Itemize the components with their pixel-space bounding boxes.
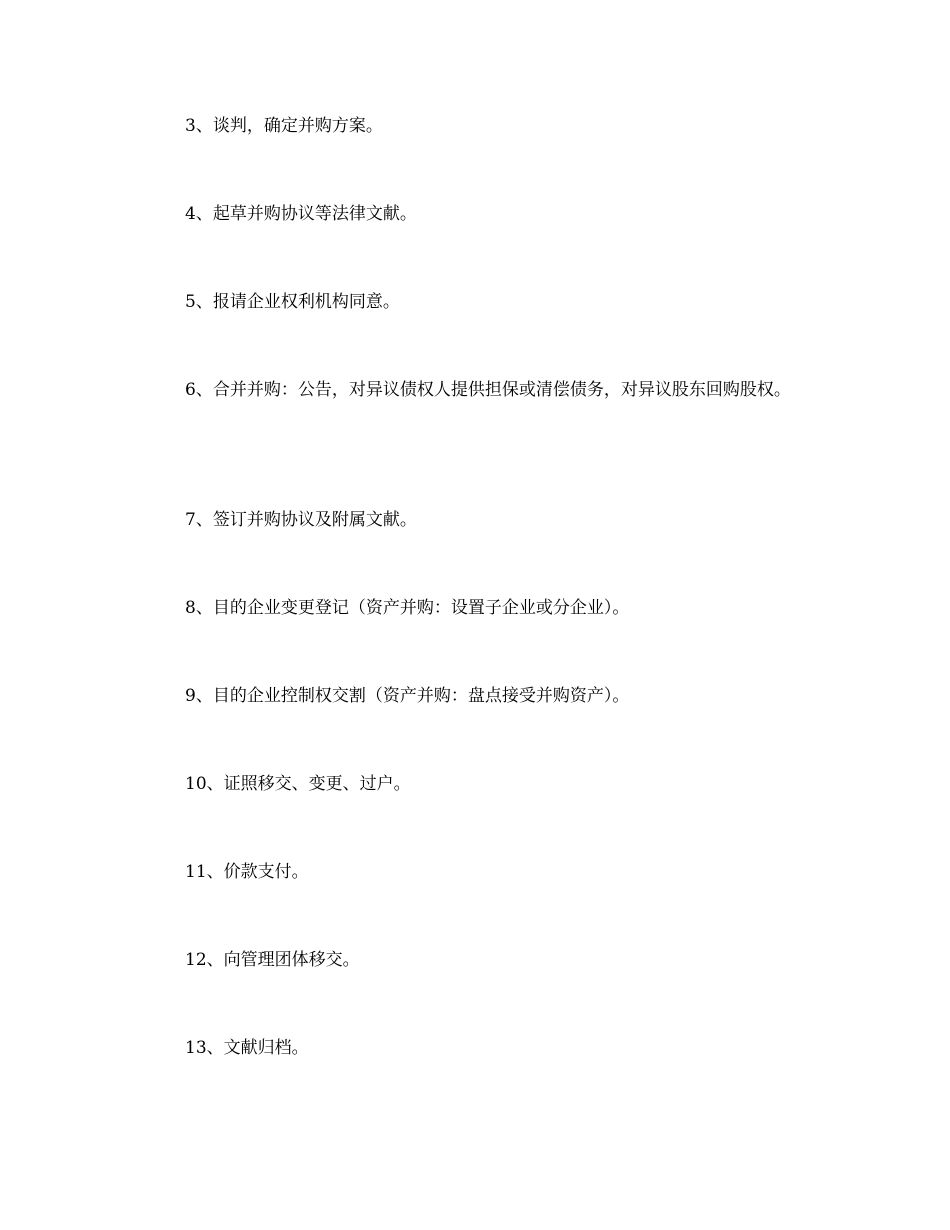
paragraph-step-4: 4、起草并购协议等法律文献。 [185, 204, 417, 224]
paragraph-step-8: 8、目的企业变更登记（资产并购：设置子企业或分企业）。 [185, 598, 630, 618]
paragraph-step-9: 9、目的企业控制权交割（资产并购：盘点接受并购资产）。 [185, 686, 630, 706]
paragraph-step-6: 6、合并并购：公告，对异议债权人提供担保或清偿债务，对异议股东回购股权。 [185, 380, 791, 400]
paragraph-step-3: 3、谈判，确定并购方案。 [185, 116, 383, 136]
paragraph-step-12: 12、向管理团体移交。 [185, 950, 360, 970]
paragraph-step-13: 13、文献归档。 [185, 1038, 309, 1058]
paragraph-step-5: 5、报请企业权利机构同意。 [185, 292, 400, 312]
paragraph-step-10: 10、证照移交、变更、过户。 [185, 774, 411, 794]
paragraph-step-11: 11、价款支付。 [185, 862, 309, 882]
paragraph-step-7: 7、签订并购协议及附属文献。 [185, 510, 417, 530]
